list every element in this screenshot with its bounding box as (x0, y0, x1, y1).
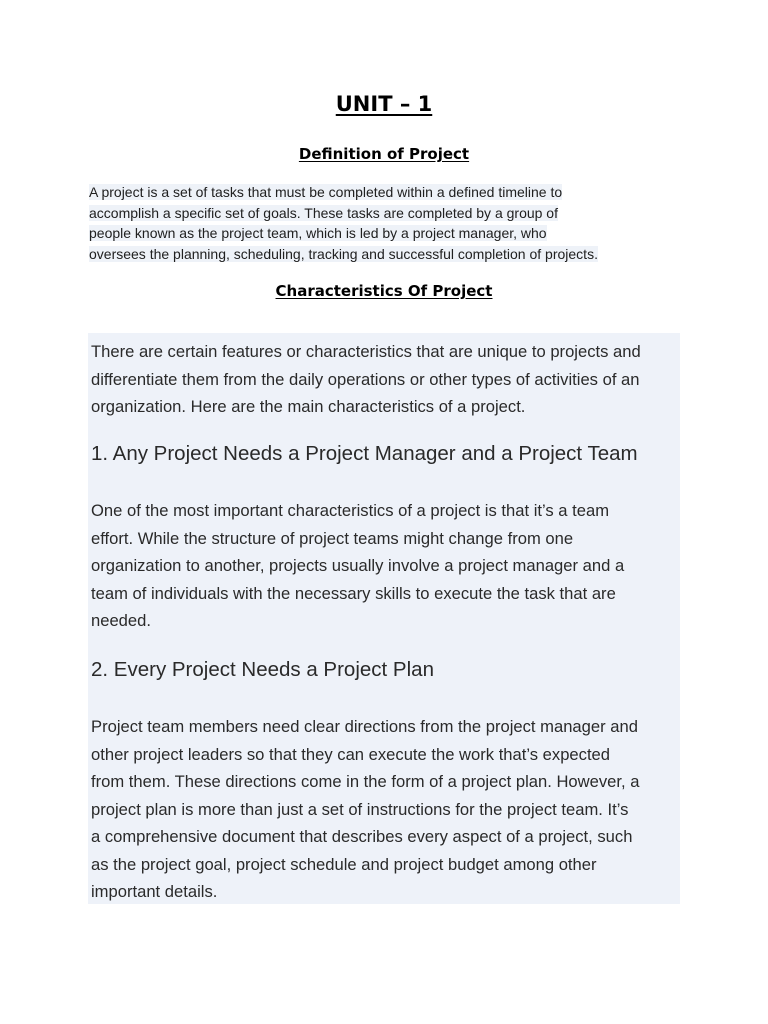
section-1-line: needed. (91, 611, 151, 630)
section-1-paragraph (91, 497, 681, 635)
unit-title: UNIT – 1 (335, 92, 433, 116)
definition-line: people known as the project team, which is led by a project manager, who (89, 225, 547, 242)
intro-line: There are certain features or characteristics that are unique to projects and (91, 342, 641, 361)
section-2-title: 2. Every Project Needs a Project Plan (91, 658, 434, 681)
definition-line: accomplish a specific set of goals. These tasks are completed by a group of (89, 204, 558, 221)
intro-line: organization. Here are the main characteristics of a project. (91, 397, 526, 416)
section-1-title: 1. Any Project Needs a Project Manager and a Project Team (91, 442, 638, 465)
characteristics-intro (91, 338, 681, 421)
definition-line: A project is a set of tasks that must be completed within a defined timeline to (89, 184, 563, 200)
section-2-paragraph (91, 713, 681, 906)
section-2-line: other project leaders so that they can execute the work that’s expected (91, 744, 611, 764)
section-1-line: effort. While the structure of project teams might change from one (91, 528, 574, 548)
section-2-line: project plan is more than just a set of instructions for the project team. It’s (91, 799, 629, 819)
intro-line: differentiate them from the daily operations or other types of activities of an (91, 369, 640, 389)
definition-line: oversees the planning, scheduling, tracking and successful completion of projects. (89, 245, 598, 262)
section-2-line: from them. These directions come in the form of a project plan. However, a (91, 772, 640, 791)
section-1-line: One of the most important characteristics of a project is that it’s a team (91, 501, 610, 520)
section-2-line: a comprehensive document that describes every aspect of a project, such (91, 827, 633, 846)
section-2-line: as the project goal, project schedule and project budget among other (91, 854, 597, 874)
definition-heading: Definition of Project (298, 145, 470, 163)
definition-paragraph (89, 182, 641, 264)
section-2-line: important details. (91, 882, 218, 901)
section-2-line: Project team members need clear directions from the project manager and (91, 717, 638, 736)
characteristics-heading: Characteristics Of Project (275, 282, 493, 300)
section-1-line: organization to another, projects usually involve a project manager and a (91, 556, 625, 575)
section-1-line: team of individuals with the necessary skills to execute the task that are (91, 583, 616, 603)
